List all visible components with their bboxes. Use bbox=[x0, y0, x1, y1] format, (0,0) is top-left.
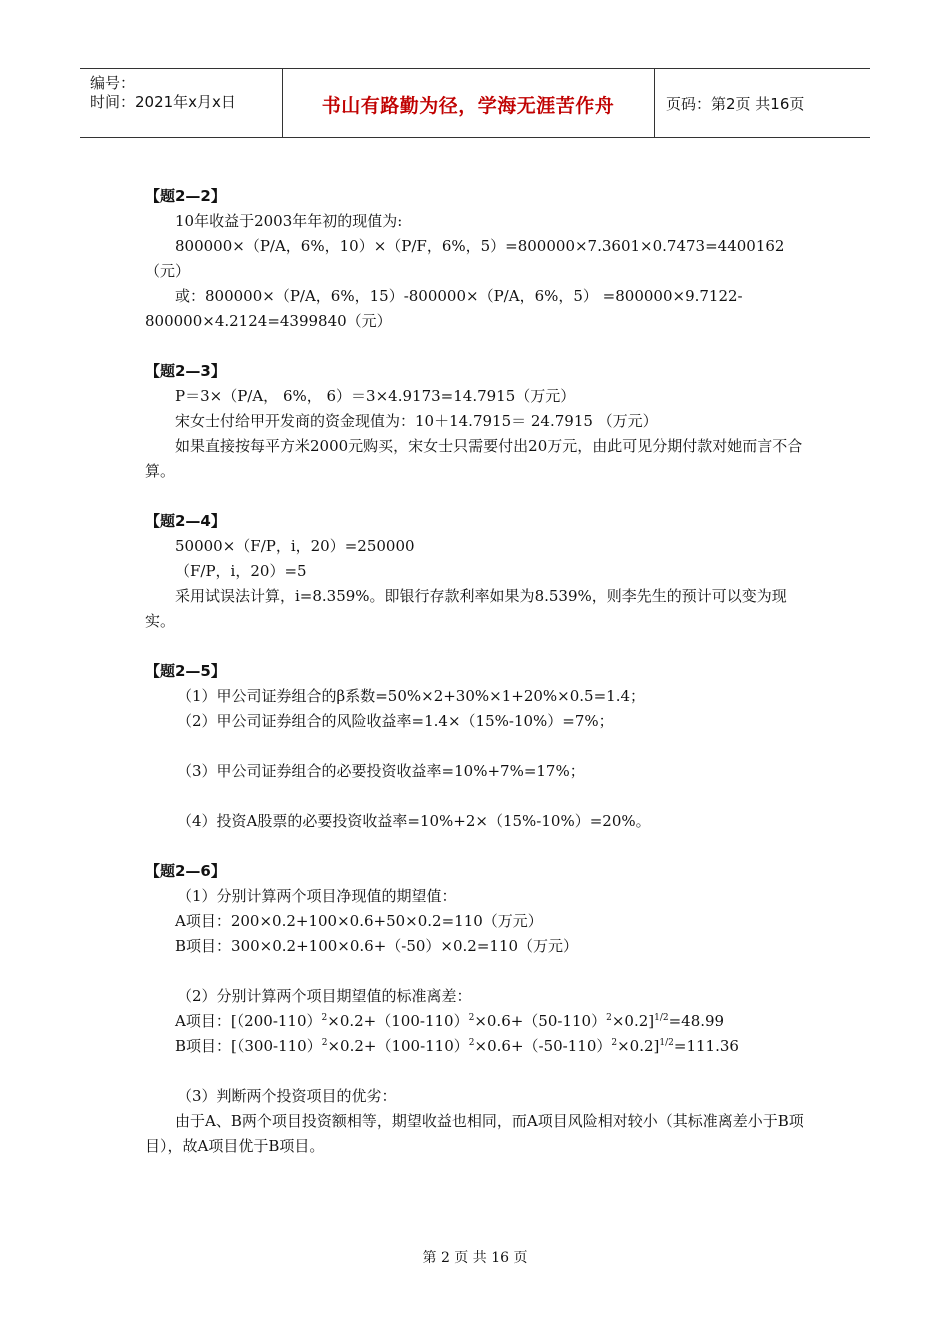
paragraph: （1）分别计算两个项目净现值的期望值： bbox=[177, 887, 457, 905]
paragraph: （4）投资A股票的必要投资收益率=10%+2×（15%-10%）=20%。 bbox=[177, 812, 651, 830]
paragraph: 或：800000×（P/A，6%，15）-800000×（P/A，6%，5） =800000×9.7122-800000×4.2124=4399840（元） bbox=[145, 287, 743, 330]
section-title: 【题2—2】 bbox=[145, 187, 226, 205]
paragraph: 50000×（F/P，i，20）=250000 bbox=[175, 537, 415, 555]
section-title: 【题2—5】 bbox=[145, 662, 226, 680]
paragraph: B项目：300×0.2+100×0.6+（-50）×0.2=110（万元） bbox=[175, 937, 579, 955]
paragraph: （3）甲公司证券组合的必要投资收益率=10%+7%=17%； bbox=[177, 762, 585, 780]
paragraph: A项目：200×0.2+100×0.6+50×0.2=110（万元） bbox=[175, 912, 543, 930]
paragraph: 如果直接按每平方米2000元购买，宋女士只需要付出20万元，由此可见分期付款对她而言不合算。 bbox=[145, 437, 803, 480]
motto: 书山有路勤为径，学海无涯苦作舟 bbox=[321, 95, 615, 117]
page-header bbox=[80, 68, 870, 138]
section-title: 【题2—4】 bbox=[145, 512, 226, 530]
paragraph: （F/P，i，20）=5 bbox=[175, 562, 307, 580]
page-info: 页码：第2页 共16页 bbox=[666, 95, 805, 113]
paragraph: 10年收益于2003年年初的现值为: bbox=[175, 212, 403, 230]
number-label: 编号： bbox=[90, 74, 136, 92]
section-title: 【题2—3】 bbox=[145, 362, 226, 380]
paragraph: 由于A、B两个项目投资额相等，期望收益也相同，而A项目风险相对较小（其标准离差小于B项目），故A项目优于B项目。 bbox=[145, 1112, 804, 1155]
paragraph: 采用试误法计算，i=8.359%。即银行存款利率如果为8.539%，则李先生的预计可以变为现实。 bbox=[145, 587, 787, 630]
paragraph: P＝3×（P/A， 6%， 6）＝3×4.9173=14.7915（万元） bbox=[175, 387, 576, 405]
paragraph: （3）判断两个投资项目的优劣： bbox=[177, 1087, 397, 1105]
paragraph: （1）甲公司证券组合的β系数=50%×2+30%×1+20%×0.5=1.4； bbox=[177, 687, 646, 705]
header-meta bbox=[80, 69, 283, 137]
section-title: 【题2—6】 bbox=[145, 862, 226, 880]
header-page-cell bbox=[654, 69, 870, 137]
formula-a: A项目：$[(200-110)^2\times 0.2+(100-110)^2\times 0.6+(50-110)^2\times 0.2]^{1/2}=48.99$ bbox=[175, 1012, 725, 1030]
formula-b: B项目：$[(300-110)^2\times 0.2+(100-110)^2\times 0.6+(-50-110)^2\times 0.2]^{1/2}=111.36$ bbox=[175, 1037, 739, 1055]
paragraph: 800000×（P/A，6%，10）×（P/F，6%，5）=800000×7.3601×0.7473=4400162（元） bbox=[145, 237, 785, 280]
paragraph: （2）甲公司证券组合的风险收益率=1.4×（15%-10%）=7%； bbox=[177, 712, 614, 730]
page-footer: 第 2 页 共 16 页 bbox=[422, 1250, 528, 1266]
paragraph: （2）分别计算两个项目期望值的标准离差： bbox=[177, 987, 472, 1005]
paragraph: 宋女士付给甲开发商的资金现值为：10＋14.7915＝ 24.7915 （万元） bbox=[175, 412, 658, 430]
document-body bbox=[145, 184, 810, 1159]
date-line: 时间：2021年x月x日 bbox=[90, 93, 236, 111]
header-motto-cell bbox=[282, 69, 655, 137]
